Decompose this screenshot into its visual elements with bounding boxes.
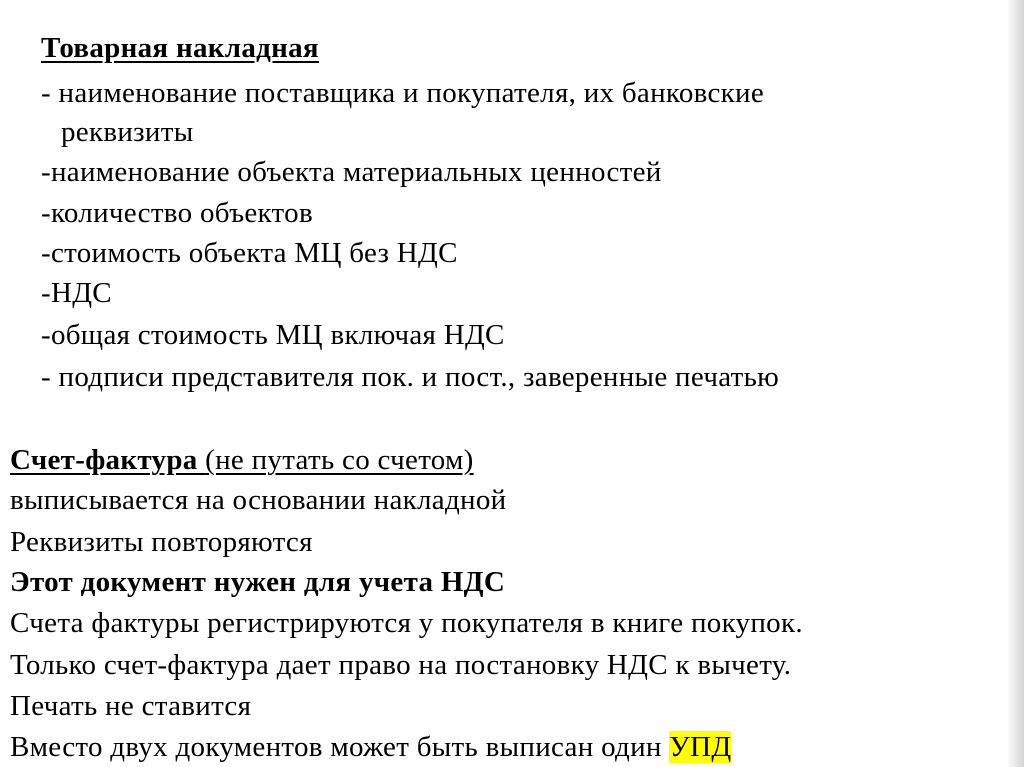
- waybill-item-requisites: реквизиты: [61, 116, 194, 148]
- right-edge-shadow: [1006, 0, 1024, 767]
- invoice-heading: [10, 442, 474, 478]
- waybill-title: Товарная накладная: [41, 32, 319, 64]
- waybill-item-vat: -НДС: [41, 277, 112, 309]
- invoice-line-registration: Счета фактуры регистрируются у покупателя в книге покупок.: [10, 607, 803, 639]
- waybill-item-total-cost: -общая стоимость МЦ включая НДС: [41, 319, 505, 351]
- invoice-title-note: (не путать со счетом): [205, 444, 474, 476]
- invoice-line-requisites: Реквизиты повторяются: [10, 526, 313, 558]
- invoice-title: Счет-фактура: [10, 444, 206, 476]
- invoice-line-vat-purpose: Этот документ нужен для учета НДС: [10, 566, 506, 598]
- upd-highlight: УПД: [669, 731, 732, 763]
- invoice-line-upd: [10, 729, 731, 765]
- waybill-item-quantity: -количество объектов: [41, 197, 313, 229]
- invoice-line-deduction: Только счет-фактура дает право на постановку НДС к вычету.: [10, 649, 792, 681]
- waybill-item-object-name: -наименование объекта материальных ценностей: [41, 156, 662, 188]
- waybill-item-signatures: - подписи представителя пок. и пост., заверенные печатью: [41, 361, 780, 393]
- invoice-line-no-stamp: Печать не ставится: [10, 690, 252, 722]
- invoice-line-basis: выписывается на основании накладной: [10, 484, 507, 516]
- invoice-line-upd-text: Вместо двух документов может быть выписан один: [10, 731, 670, 763]
- waybill-item-cost-no-vat: -стоимость объекта МЦ без НДС: [41, 237, 458, 269]
- waybill-item-supplier: - наименование поставщика и покупателя, их банковские: [41, 77, 765, 109]
